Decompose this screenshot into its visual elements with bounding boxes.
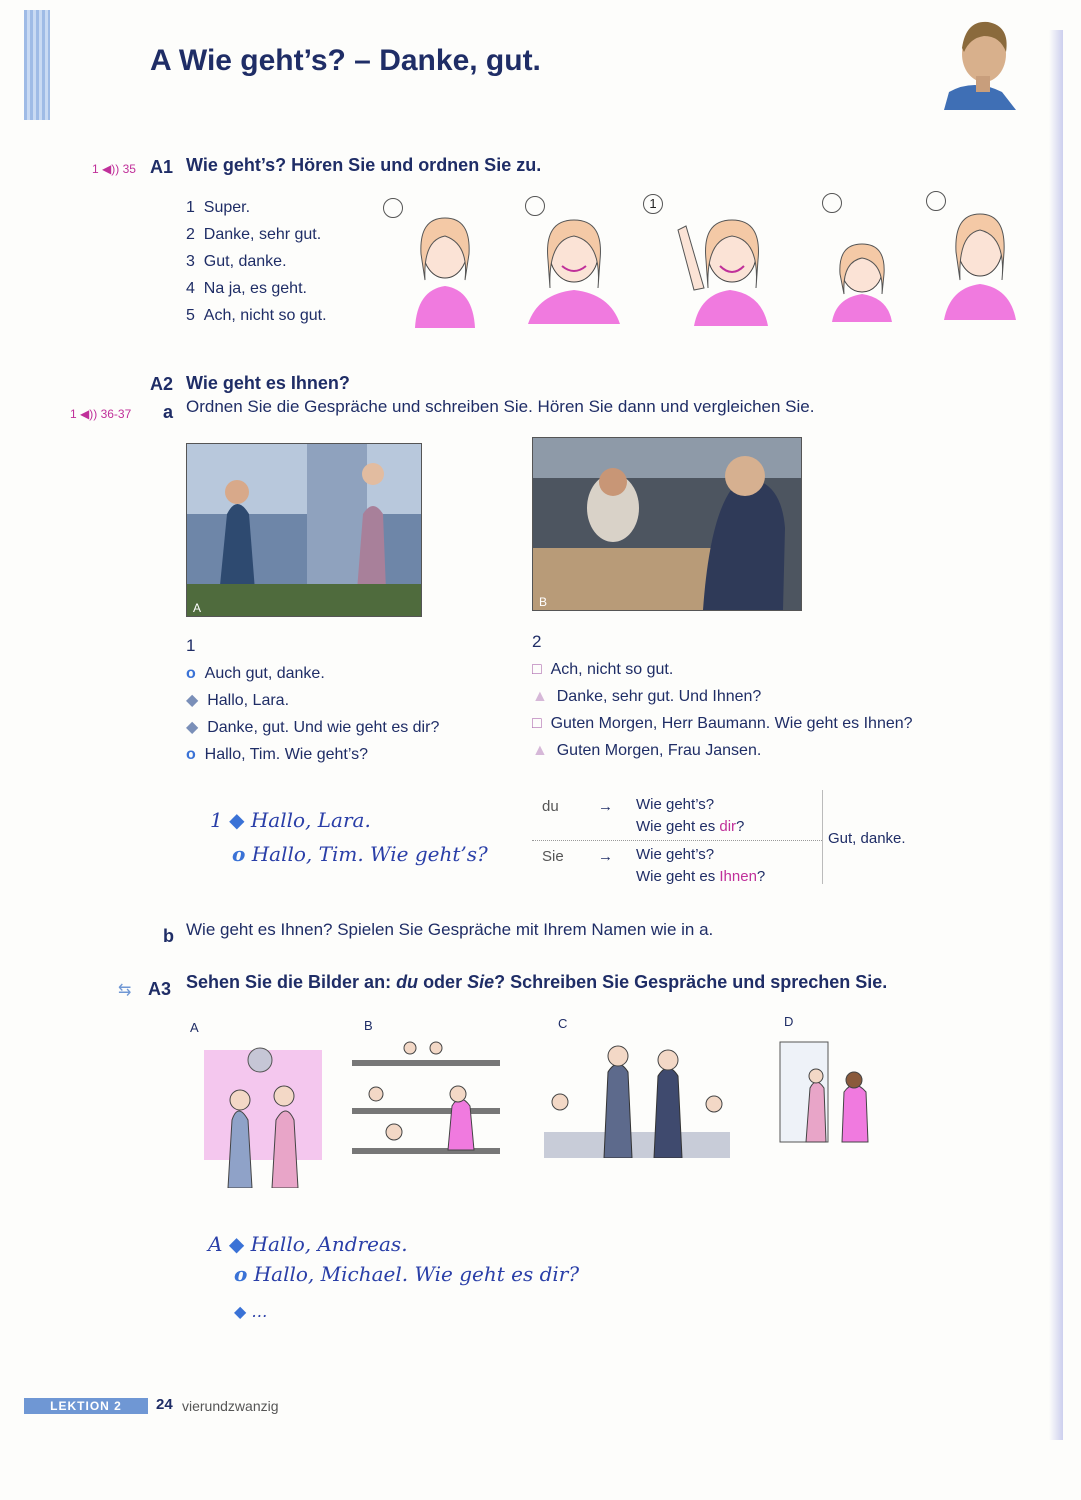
item-number: 4 [186, 280, 195, 297]
page-title: A Wie geht’s? – Danke, gut. [150, 44, 541, 77]
grammar-du-label: du [542, 798, 559, 815]
girl-illustration-5 [940, 204, 1020, 320]
answer-circle-3[interactable]: 1 [643, 194, 663, 214]
dialog-line: Danke, gut. Und wie geht es dir? [207, 719, 440, 736]
item-text: Danke, sehr gut. [203, 226, 322, 243]
girl-illustration-3 [664, 210, 784, 326]
circle-marker-icon: o [186, 746, 196, 763]
circle-marker-icon: o [232, 842, 246, 866]
triangle-marker-icon: ▲ [532, 688, 548, 705]
grammar-sie-line1: Wie geht’s? [636, 846, 715, 863]
picture-label-a: A [190, 1020, 199, 1035]
dialog-line: Auch gut, danke. [204, 665, 325, 682]
grammar-text: ? [756, 868, 766, 885]
photo-label-a: A [193, 601, 202, 615]
pair-work-icon: ⇆ [118, 982, 132, 999]
grammar-sie-line2 [636, 868, 765, 885]
grammar-box [532, 790, 823, 884]
illustration-business-meeting [544, 1042, 730, 1158]
dialog-line: Hallo, Tim. Wie geht’s? [204, 746, 368, 763]
illustration-classroom [352, 1040, 500, 1158]
photo-label-b: B [539, 595, 548, 609]
handwritten-answer-a3-line1[interactable] [208, 1232, 408, 1256]
audio-track-a1[interactable]: 1 ◀)) 35 [92, 162, 136, 176]
exercise-number-a3: A3 [148, 979, 172, 999]
list-item [186, 302, 386, 329]
girl-illustration-2 [518, 212, 630, 324]
arrow-icon: → [598, 798, 613, 815]
list-item [532, 710, 1002, 737]
grammar-highlight: dir [719, 818, 737, 835]
page-number-word: vierundzwanzig [182, 1398, 279, 1414]
heading-sie: Sie [467, 972, 495, 992]
picture-label-b: B [364, 1018, 373, 1033]
item-text: Gut, danke. [203, 253, 287, 270]
square-marker-icon: □ [532, 661, 542, 678]
diamond-marker-icon: ◆ [186, 719, 199, 736]
list-item [186, 194, 386, 221]
dialog-1-list [186, 660, 516, 768]
grammar-highlight: Ihnen [719, 868, 757, 885]
task-a-instruction: Ordnen Sie die Gespräche und schreiben Sie. Hören Sie dann und vergleichen Sie. [186, 397, 815, 416]
hand-text: Hallo, Tim. Wie geht’s? [251, 842, 488, 866]
heading-text: ? Schreiben Sie Gespräche und sprechen Sie. [494, 972, 888, 992]
item-number: 5 [186, 307, 195, 324]
illustration-doorway [770, 1038, 892, 1146]
triangle-marker-icon: ▲ [532, 742, 548, 759]
square-marker-icon: □ [532, 715, 542, 732]
list-item [186, 687, 516, 714]
item-number: 3 [186, 253, 195, 270]
heading-text: Sehen Sie die Bilder an: [186, 972, 397, 992]
exercise-heading-a1: Wie geht’s? Hören Sie und ordnen Sie zu. [186, 155, 542, 175]
dialog-line: Hallo, Lara. [207, 692, 290, 709]
task-label-b: b [163, 926, 174, 946]
list-item [532, 683, 1002, 710]
a1-phrase-list [186, 194, 386, 329]
dialog-line: Danke, sehr gut. Und Ihnen? [556, 688, 762, 705]
circle-marker-icon: o [186, 665, 196, 682]
page-number: 24 [156, 1396, 173, 1413]
hand-text: … [251, 1302, 268, 1321]
hand-number: 1 [210, 808, 223, 832]
picture-label-d: D [784, 1014, 794, 1029]
handwritten-answer-a3-line3[interactable] [234, 1302, 267, 1321]
diamond-marker-icon: ◆ [228, 1232, 245, 1256]
handwritten-answer-a2-line2[interactable] [232, 842, 488, 866]
dialog-line: Guten Morgen, Herr Baumann. Wie geht es Ihnen? [550, 715, 913, 732]
diamond-marker-icon: ◆ [229, 808, 245, 832]
item-number: 2 [186, 226, 195, 243]
photo-a-greeting [186, 443, 422, 617]
hand-text: Hallo, Andreas. [250, 1232, 408, 1256]
grammar-text: ? [736, 818, 745, 835]
list-item [532, 656, 1002, 683]
item-text: Super. [203, 199, 251, 216]
dialog-2-list [532, 656, 1002, 764]
grammar-answer: Gut, danke. [828, 830, 906, 847]
heading-text: oder [418, 972, 468, 992]
grammar-text: Wie geht es [636, 818, 720, 835]
exercise-number-a2: A2 [150, 374, 174, 394]
exercise-number-a1: A1 [150, 157, 174, 177]
hand-text: Hallo, Michael. Wie geht es dir? [253, 1262, 580, 1286]
handwritten-answer-a2-line1[interactable] [210, 808, 371, 832]
grammar-text: Wie geht es [636, 868, 720, 885]
exercise-heading-a3 [186, 972, 887, 993]
list-item [186, 221, 386, 248]
task-b-instruction: Wie geht es Ihnen? Spielen Sie Gespräche mit Ihrem Namen wie in a. [186, 920, 714, 939]
grammar-du-line1: Wie geht’s? [636, 796, 715, 813]
grammar-du-line2 [636, 818, 744, 835]
picture-label-c: C [558, 1016, 568, 1031]
list-item [186, 741, 516, 768]
task-label-a: a [163, 402, 174, 422]
chapter-tag: LEKTION 2 [24, 1398, 148, 1414]
dialog-line: Guten Morgen, Frau Jansen. [556, 742, 762, 759]
audio-track-a2[interactable]: 1 ◀)) 36-37 [70, 407, 132, 421]
illustration-party [198, 1040, 328, 1188]
hand-label: A [208, 1232, 223, 1256]
diamond-marker-icon: ◆ [186, 692, 199, 709]
handwritten-answer-a3-line2[interactable] [234, 1262, 579, 1286]
man-portrait-image [924, 12, 1024, 110]
dialog-1-number: 1 [186, 636, 196, 655]
girl-illustration-4 [826, 238, 898, 322]
list-item [532, 737, 1002, 764]
grammar-divider [532, 840, 822, 841]
list-item [186, 248, 386, 275]
answer-circle-1[interactable] [383, 198, 403, 218]
dialog-line: Ach, nicht so gut. [550, 661, 674, 678]
arrow-icon: → [598, 848, 613, 865]
list-item [186, 275, 386, 302]
grammar-sie-label: Sie [542, 848, 564, 865]
page-shadow [1049, 30, 1063, 1440]
answer-circle-4[interactable] [822, 193, 842, 213]
list-item [186, 660, 516, 687]
girl-illustration-1 [405, 210, 485, 328]
item-number: 1 [186, 199, 195, 216]
heading-du: du [396, 972, 419, 992]
dialog-2-number: 2 [532, 632, 542, 651]
item-text: Na ja, es geht. [203, 280, 307, 297]
edge-color-bar [24, 10, 50, 120]
diamond-marker-icon: ◆ [234, 1302, 247, 1321]
circle-marker-icon: o [234, 1262, 248, 1286]
item-text: Ach, nicht so gut. [203, 307, 327, 324]
hand-text: Hallo, Lara. [250, 808, 371, 832]
photo-b-bakery [532, 437, 802, 611]
list-item [186, 714, 516, 741]
exercise-heading-a2: Wie geht es Ihnen? [186, 373, 350, 393]
